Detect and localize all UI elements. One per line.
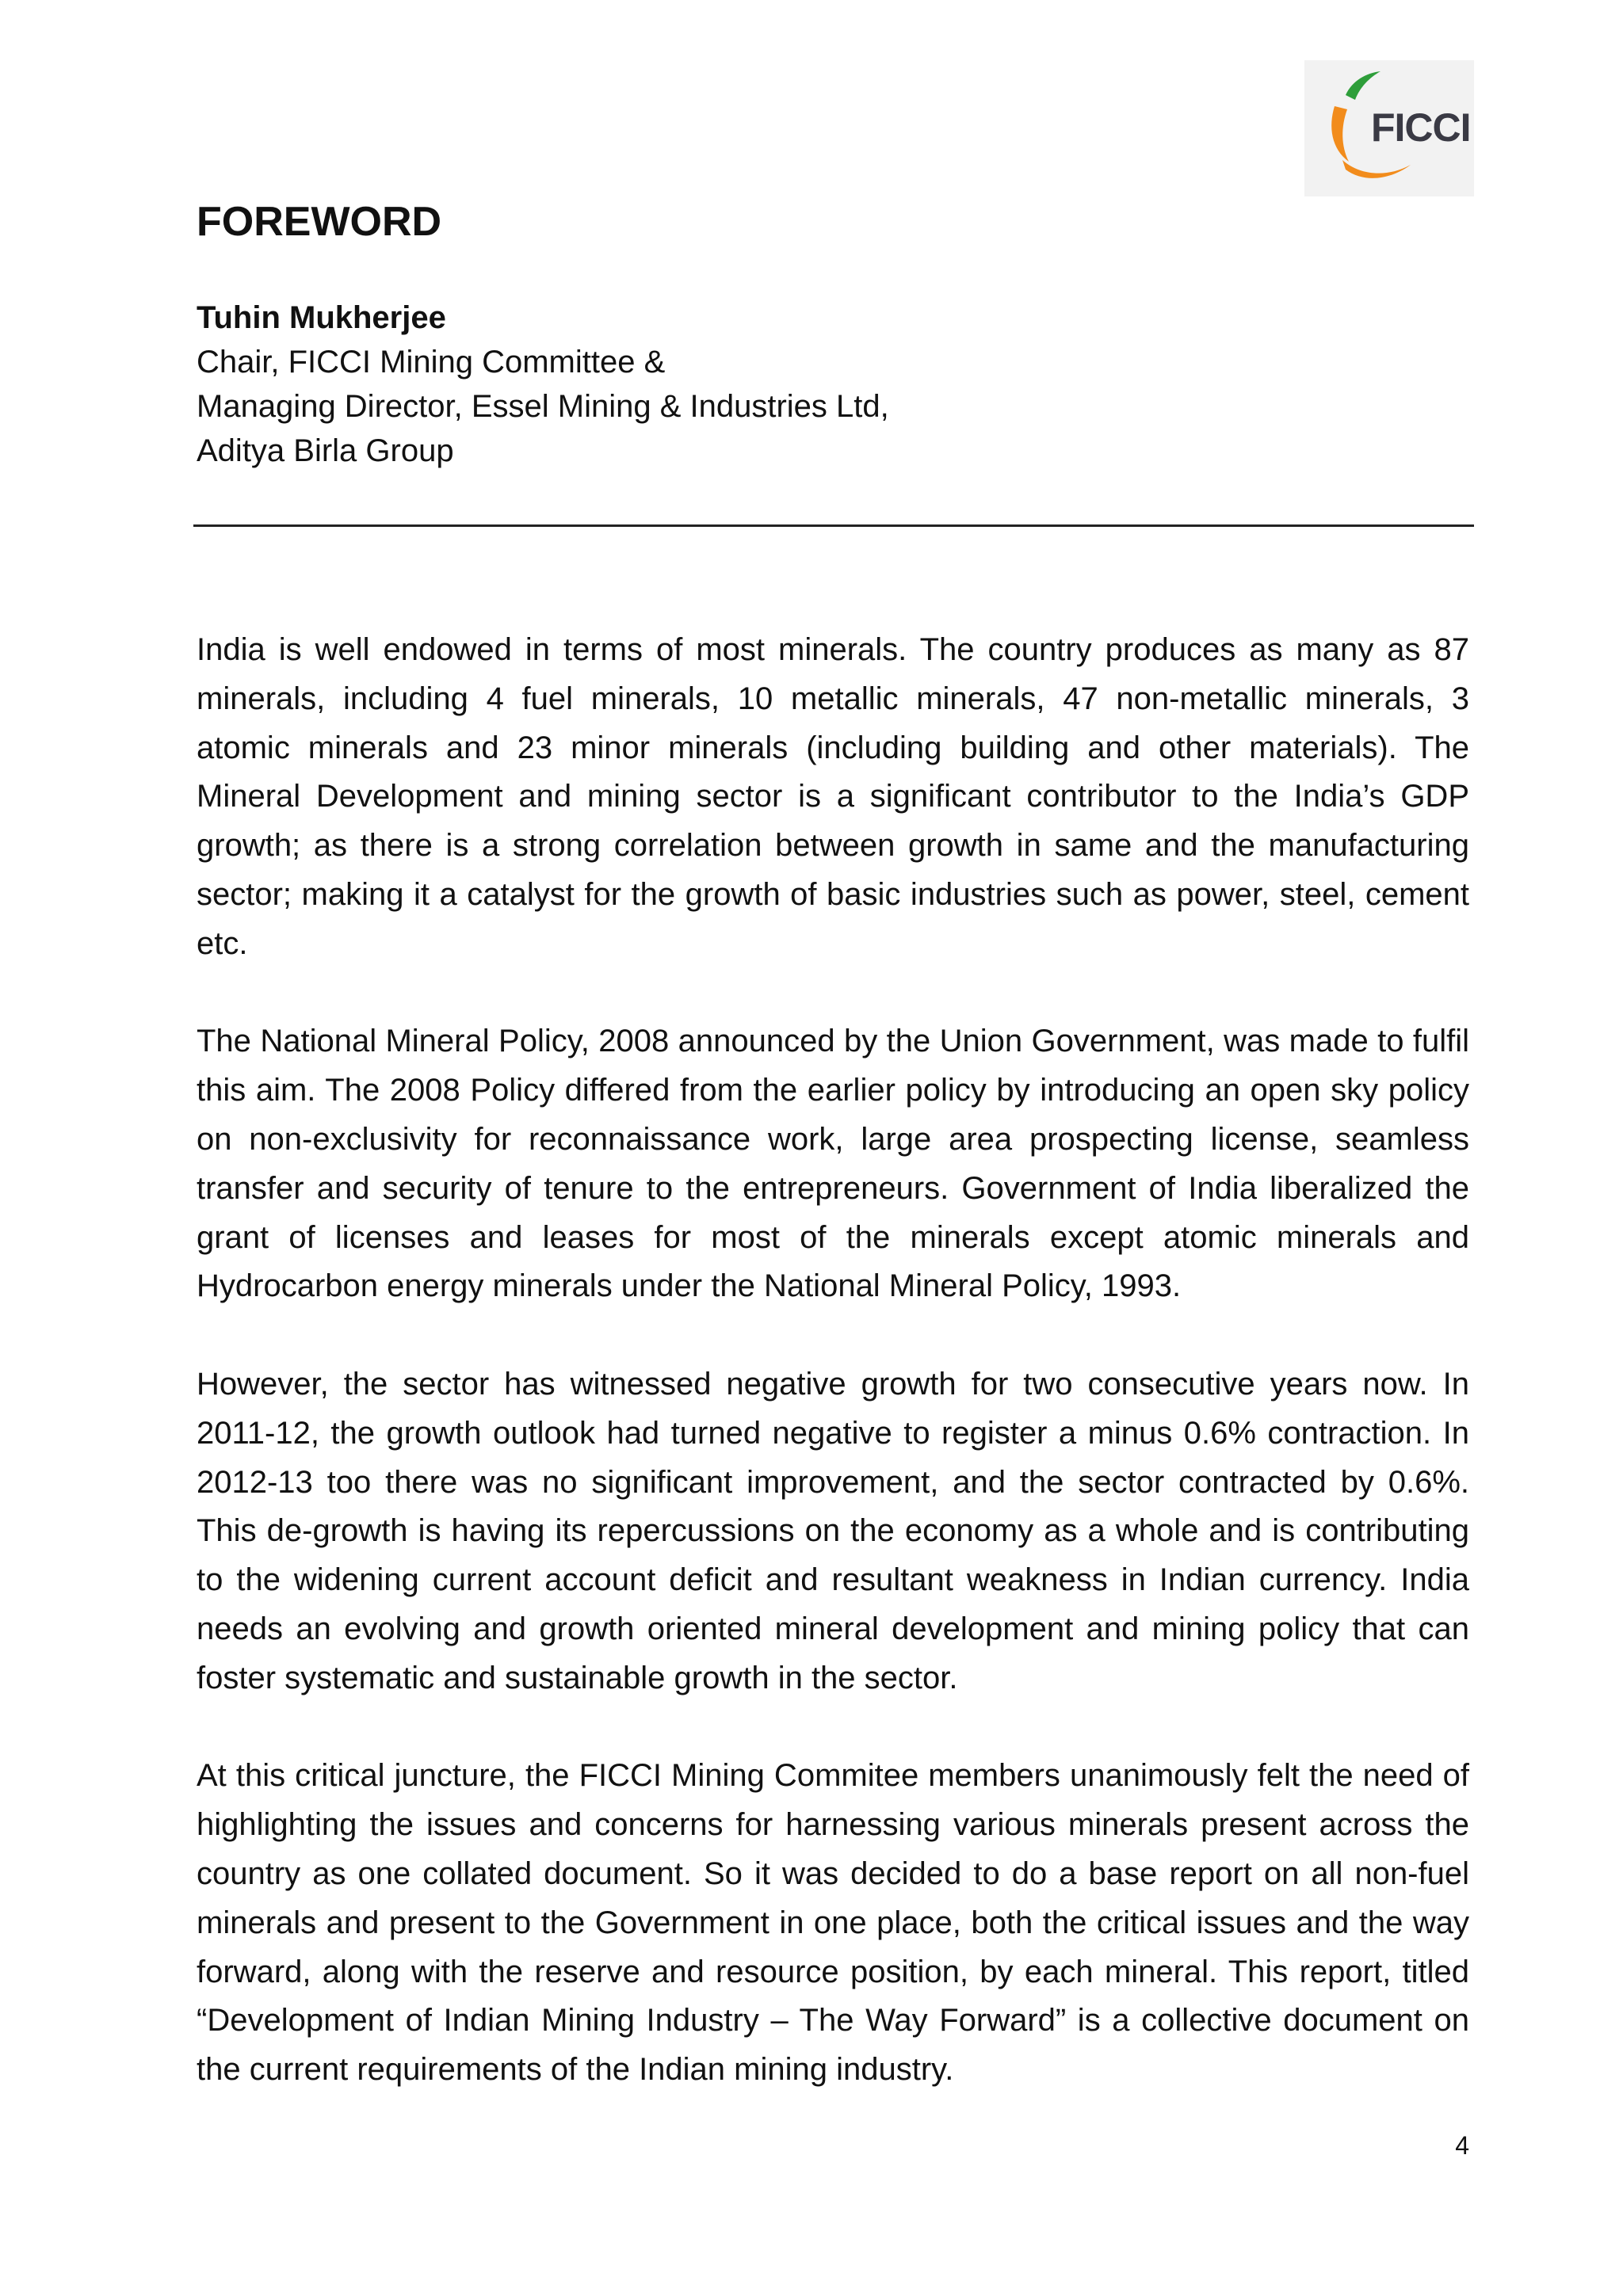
logo-text: FICCI: [1371, 105, 1471, 150]
page-number: 4: [1455, 2131, 1469, 2160]
paragraph: The National Mineral Policy, 2008 announced by the Union Government, was made to fulfil this aim. The 2008 Policy differed from the earlier policy by introducing an open sky policy on non-exclusivity for reconnaissance work, large area prospecting license, seamless transfer and security of tenure to the entrepreneurs. Government of India liberalized the grant of licenses and leases for most of the minerals except atomic minerals and Hydrocarbon energy minerals under the National Mineral Policy, 1993.: [197, 1024, 1469, 1304]
paragraph: India is well endowed in terms of most minerals. The country produces as many as 87 minerals, including 4 fuel minerals, 10 metallic minerals, 47 non-metallic minerals, 3 atomic minerals and 23 minor minerals (including building and other materials). The Mineral Development and mining sector is a significant contributor to the India’s GDP growth; as there is a strong correlation between growth in same and the manufacturing sector; making it a catalyst for the growth of basic industries such as power, steel, cement etc.: [197, 632, 1469, 961]
horizontal-divider: [193, 524, 1474, 527]
paragraph: At this critical juncture, the FICCI Mining Commitee members unanimously felt the need of highlighting the issues and concerns for harnessing various minerals present across the country as one collated document. So it was decided to do a base report on all non-fuel minerals and present to the Government in one place, both the critical issues and the way forward, along with the reserve and resource position, by each mineral. This report, titled “Development of Indian Mining Industry – The Way Forward” is a collective document on the current requirements of the Indian mining industry.: [197, 1758, 1469, 2088]
author-role-line-2: Managing Director, Essel Mining & Industries Ltd,: [197, 389, 889, 424]
author-role-line-1: Chair, FICCI Mining Committee &: [197, 345, 666, 379]
author-role-line-3: Aditya Birla Group: [197, 433, 454, 468]
ficci-logo: [1304, 60, 1474, 196]
foreword-body: [197, 626, 1469, 2095]
author-block: [197, 296, 889, 473]
page-title: FOREWORD: [197, 199, 442, 245]
paragraph: However, the sector has witnessed negative growth for two consecutive years now. In 2011-12, the growth outlook had turned negative to register a minus 0.6% contraction. In 2012-13 too there was no significant improvement, and the sector contracted by 0.6%. This de-growth is having its repercussions on the economy as a whole and is contributing to the widening current account deficit and resultant weakness in Indian currency. India needs an evolving and growth oriented mineral development and mining policy that can foster systematic and sustainable growth in the sector.: [197, 1366, 1469, 1695]
author-name: Tuhin Mukherjee: [197, 300, 446, 335]
